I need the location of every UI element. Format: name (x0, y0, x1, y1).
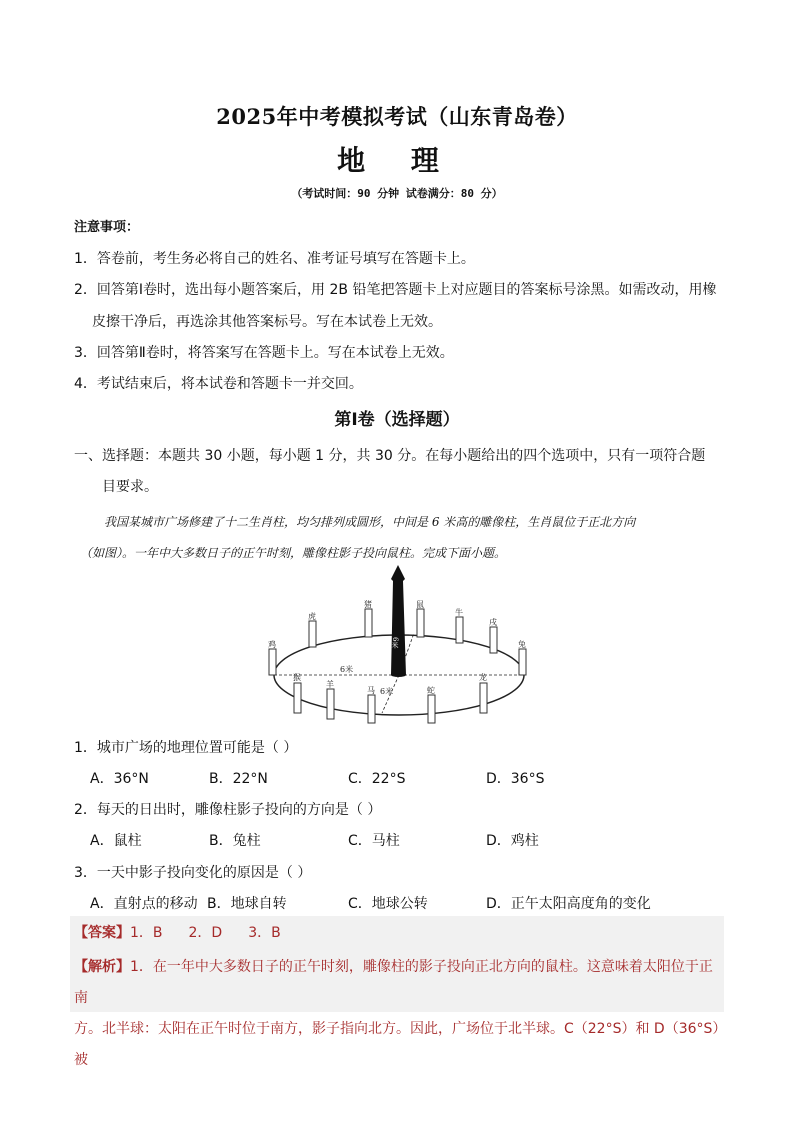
pillar-pig (365, 609, 372, 637)
explanation-line (74, 952, 726, 1014)
label-monkey: 猴 (293, 673, 301, 682)
pillar-tiger (309, 621, 316, 647)
option-d: D．36°S (486, 771, 545, 787)
label-sheep: 羊 (326, 680, 334, 689)
option-d: D．正午太阳高度角的变化 (486, 896, 651, 912)
option-b: B．地球自转 (207, 896, 287, 912)
figure-svg (264, 565, 534, 725)
label-horse: 马 (367, 686, 375, 695)
pillar-snake (428, 695, 435, 723)
notice-item: 2．回答第Ⅰ卷时，选出每小题答案后，用 2B 铅笔把答题卡上对应题目的答案标号涂黑。如需改动，用橡 (74, 282, 717, 298)
question-2-options (0, 830, 794, 850)
section-heading: 第Ⅰ卷（选择题） (334, 410, 460, 430)
subject-title: 地 理 (337, 144, 457, 177)
pillar-dragon (480, 683, 487, 713)
radius-label-2: 6米 (380, 687, 394, 696)
label-dragon: 龙 (479, 673, 487, 682)
label-rat: 鼠 (416, 600, 424, 609)
passage (80, 507, 720, 569)
exam-info: （考试时间：90 分钟 试卷满分：80 分） (291, 187, 503, 200)
option-c: C．马柱 (348, 833, 400, 849)
option-d: D．鸡柱 (486, 833, 539, 849)
section-intro (74, 441, 724, 503)
question-2-stem: 2．每天的日出时，雕像柱影子投向的方向是（ ） (74, 802, 382, 818)
pillar-rabbit (519, 649, 526, 675)
label-tiger: 虎 (308, 612, 316, 621)
answer-line (74, 922, 307, 942)
pillar-rooster (269, 649, 276, 675)
label-rooster: 鸡 (268, 640, 276, 649)
question-3-options (0, 893, 794, 913)
label-pig: 猪 (364, 600, 372, 609)
radius-label: 6米 (340, 665, 354, 674)
option-a: A．直射点的移动 (90, 896, 198, 912)
question-1-options (0, 768, 794, 788)
passage-line: 我国某城市广场修建了十二生肖柱，均匀排列成圆形，中间是 6 米高的雕像柱，生肖鼠位于正北方向 (104, 515, 636, 529)
pillar-monkey (294, 683, 301, 713)
notice-item-continued: 皮擦干净后，再选涂其他答案标号。写在本试卷上无效。 (92, 314, 442, 330)
exam-title: 2025年中考模拟考试（山东青岛卷） (216, 104, 578, 129)
option-b: B．兔柱 (209, 833, 261, 849)
label-snake: 蛇 (427, 686, 435, 695)
label-dog: 戌 (489, 618, 497, 627)
section-intro-line: 一、选择题：本题共 30 小题，每小题 1 分，共 30 分。在每小题给出的四个选项中，只有一项符合题 (74, 448, 706, 464)
question-3-stem: 3．一天中影子投向变化的原因是（ ） (74, 865, 312, 881)
answer-value: 2．D (188, 925, 223, 941)
explanation (74, 952, 726, 1076)
section-intro-line: 目要求。 (102, 479, 158, 495)
pillar-sheep (327, 689, 334, 719)
option-b: B．22°N (209, 771, 268, 787)
statue-pillar (391, 565, 406, 677)
option-c: C．22°S (348, 771, 406, 787)
notice-item: 3．回答第Ⅱ卷时，将答案写在答题卡上。写在本试卷上无效。 (74, 345, 454, 361)
notice-item: 4．考试结束后，将本试卷和答题卡一并交回。 (74, 376, 363, 392)
answer-tag: 【答案】 (74, 925, 130, 941)
notice-item: 1．答卷前，考生务必将自己的姓名、准考证号填写在答题卡上。 (74, 251, 475, 267)
answer-value: 3．B (248, 925, 281, 941)
option-c: C．地球公转 (348, 896, 428, 912)
zodiac-plaza-figure (264, 565, 534, 729)
passage-line: （如图）。一年中大多数日子的正午时刻，雕像柱影子投向鼠柱。完成下面小题。 (80, 546, 507, 560)
answer-value: 1．B (130, 925, 163, 941)
question-1-stem: 1．城市广场的地理位置可能是（ ） (74, 740, 298, 756)
height-label: 6米 (391, 637, 399, 649)
explanation-tag: 【解析】 (74, 959, 130, 975)
explanation-line: 方。北半球：太阳在正午时位于南方，影子指向北方。因此，广场位于北半球。C（22°S）和 D（36°S）被 (74, 1021, 720, 1068)
pillar-rat (417, 609, 424, 637)
pillar-ox (456, 617, 463, 643)
pillar-horse (368, 695, 375, 723)
option-a: A．鼠柱 (90, 833, 142, 849)
label-rabbit: 兔 (518, 640, 526, 649)
explanation-text: 1．在一年中大多数日子的正午时刻，雕像柱的影子投向正北方向的鼠柱。这意味着太阳位于正南 (74, 959, 713, 1006)
option-a: A．36°N (90, 771, 149, 787)
notice-heading: 注意事项： (74, 220, 140, 235)
pillar-dog (490, 627, 497, 653)
label-ox: 牛 (455, 608, 463, 617)
